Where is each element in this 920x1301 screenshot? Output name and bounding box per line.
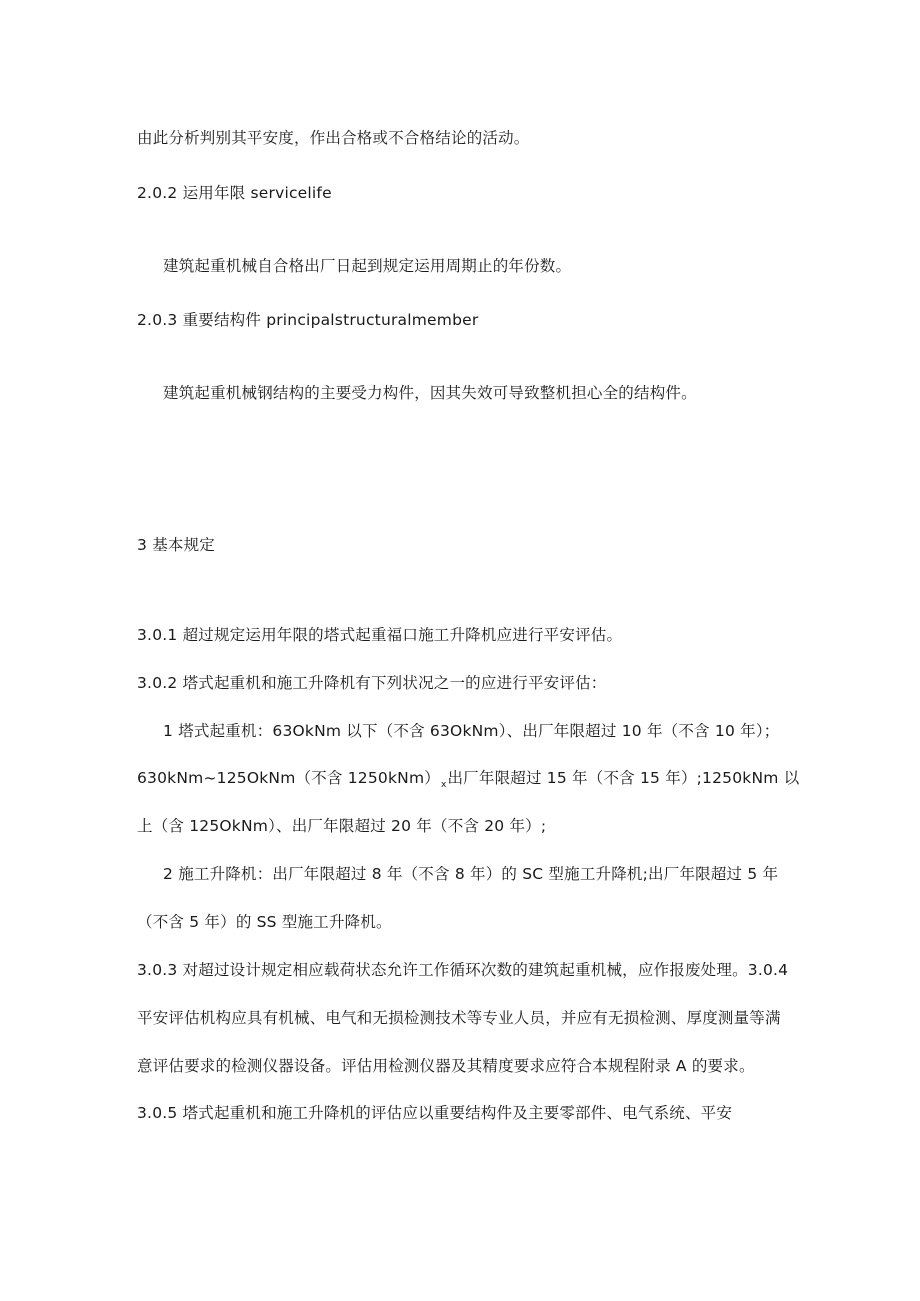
clause-3-0-4-line-3: 意评估要求的检测仪器设备。评估用检测仪器及其精度要求应符合本规程附录 A 的要求。 bbox=[137, 1057, 755, 1075]
section-heading-3: 3 基本规定 bbox=[137, 536, 215, 554]
clause-3-0-2-item-1-line-1: 1 塔式起重机：63OkNm 以下（不含 63OkNm）、出厂年限超过 10 年（不含 10 年）； bbox=[163, 722, 780, 740]
clause-3-0-2-item-1-line-3: 上（含 125OkNm）、出厂年限超过 20 年（不含 20 年）; bbox=[137, 817, 547, 835]
term-definition-2-0-3: 建筑起重机械钢结构的主要受力构件，因其失效可导致整机担心全的结构件。 bbox=[163, 384, 697, 402]
paragraph-continuation: 由此分析判别其平安度，作出合格或不合格结论的活动。 bbox=[137, 129, 530, 147]
clause-3-0-1: 3.0.1 超过规定运用年限的塔式起重福口施工升降机应进行平安评估。 bbox=[137, 626, 623, 644]
term-heading-2-0-3: 2.0.3 重要结构件 principalstructuralmember bbox=[137, 311, 479, 329]
item-1-part-a: 630kNm~125OkNm（不含 1250kNm） bbox=[137, 769, 440, 787]
clause-3-0-5: 3.0.5 塔式起重机和施工升降机的评估应以重要结构件及主要零部件、电气系统、平安 bbox=[137, 1104, 733, 1122]
clause-3-0-3: 3.0.3 对超过设计规定相应载荷状态允许工作循环次数的建筑起重机械，应作报废处理。3.0.4 bbox=[137, 961, 789, 979]
term-heading-2-0-2: 2.0.2 运用年限 servicelife bbox=[137, 184, 332, 202]
item-1-part-b: 出厂年限超过 15 年（不含 15 年）;1250kNm 以 bbox=[447, 769, 800, 787]
clause-3-0-2-item-1-line-2 bbox=[137, 768, 799, 795]
clause-3-0-4-line-2: 平安评估机构应具有机械、电气和无损检测技术等专业人员，并应有无损检测、厚度测量等满 bbox=[137, 1009, 781, 1027]
clause-3-0-2-item-2-line-1: 2 施工升降机：出厂年限超过 8 年（不含 8 年）的 SC 型施工升降机;出厂年限超过 5 年 bbox=[163, 865, 779, 883]
term-definition-2-0-2: 建筑起重机械自合格出厂日起到规定运用周期止的年份数。 bbox=[163, 257, 572, 275]
clause-3-0-2: 3.0.2 塔式起重机和施工升降机有下列状况之一的应进行平安评估： bbox=[137, 674, 607, 692]
clause-3-0-2-item-2-line-2: （不含 5 年）的 SS 型施工升降机。 bbox=[137, 913, 392, 931]
subscript-mark: x bbox=[440, 780, 447, 790]
